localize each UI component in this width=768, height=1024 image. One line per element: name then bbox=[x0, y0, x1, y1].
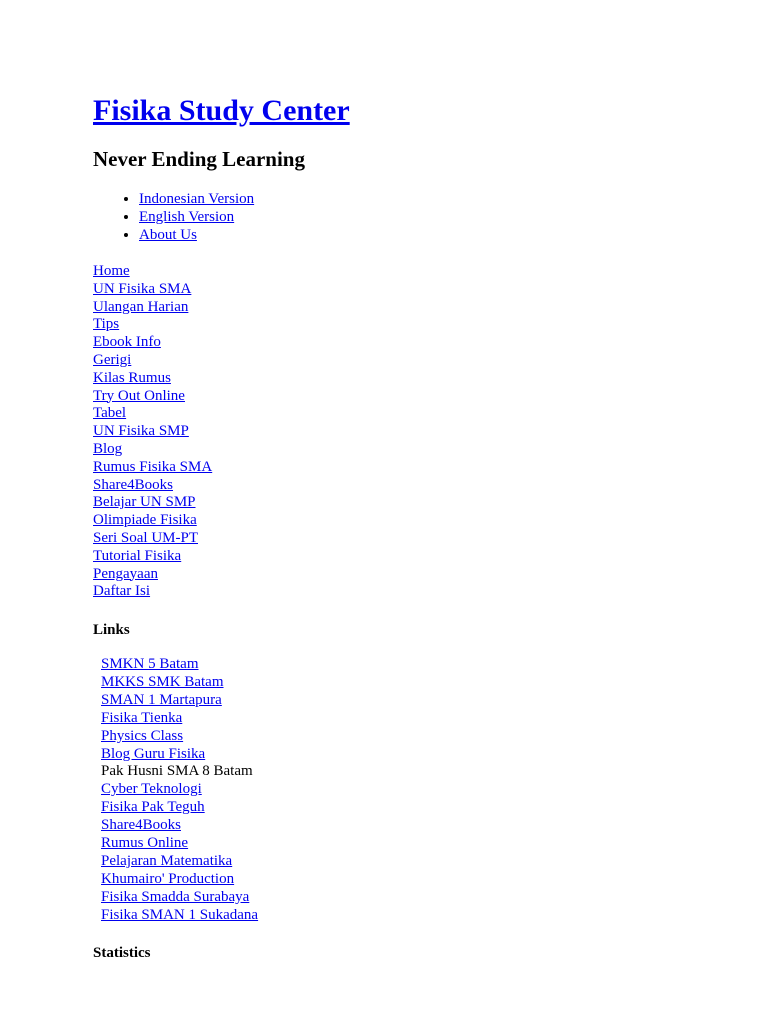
main-nav bbox=[93, 263, 212, 601]
nav-belajar-un-smp[interactable]: Belajar UN SMP bbox=[93, 494, 196, 511]
links-heading: Links bbox=[93, 622, 130, 638]
link-item[interactable]: Physics Class bbox=[101, 727, 184, 744]
nav-tips[interactable]: Tips bbox=[93, 316, 120, 333]
link-item[interactable]: Share4Books bbox=[101, 817, 181, 834]
nav-ebook-info[interactable]: Ebook Info bbox=[93, 334, 161, 351]
nav-blog[interactable]: Blog bbox=[93, 440, 123, 457]
nav-gerigi[interactable]: Gerigi bbox=[93, 351, 132, 368]
link-item[interactable]: Fisika Smadda Surabaya bbox=[101, 888, 250, 905]
nav-olimpiade-fisika[interactable]: Olimpiade Fisika bbox=[93, 512, 197, 529]
nav-un-fisika-sma[interactable]: UN Fisika SMA bbox=[93, 280, 192, 297]
link-item[interactable]: Fisika Pak Teguh bbox=[101, 799, 205, 816]
link-item[interactable]: SMKN 5 Batam bbox=[101, 656, 199, 672]
nav-share4books[interactable]: Share4Books bbox=[93, 476, 173, 493]
link-item[interactable]: Rumus Online bbox=[101, 835, 189, 852]
nav-un-fisika-smp[interactable]: UN Fisika SMP bbox=[93, 423, 189, 440]
english-version-link[interactable]: English Version bbox=[139, 208, 235, 225]
language-menu-item bbox=[139, 227, 254, 245]
link-item[interactable]: Cyber Teknologi bbox=[101, 781, 202, 798]
statistics-heading: Statistics bbox=[93, 945, 151, 961]
site-title-link[interactable]: Fisika Study Center bbox=[93, 94, 350, 127]
nav-try-out-online[interactable]: Try Out Online bbox=[93, 387, 185, 404]
link-item-text: Pak Husni SMA 8 Batam bbox=[101, 763, 253, 780]
nav-home[interactable]: Home bbox=[93, 263, 130, 279]
nav-daftar-isi[interactable]: Daftar Isi bbox=[93, 583, 151, 600]
language-menu bbox=[93, 191, 254, 244]
nav-tabel[interactable]: Tabel bbox=[93, 405, 127, 422]
link-item[interactable]: Pelajaran Matematika bbox=[101, 852, 233, 869]
link-item[interactable]: Khumairo' Production bbox=[101, 870, 235, 887]
indonesian-version-link[interactable]: Indonesian Version bbox=[139, 191, 255, 207]
nav-tutorial-fisika[interactable]: Tutorial Fisika bbox=[93, 547, 182, 564]
links-list bbox=[101, 656, 258, 925]
site-subtitle: Never Ending Learning bbox=[93, 147, 305, 171]
link-item[interactable]: Fisika Tienka bbox=[101, 709, 183, 726]
nav-kilas-rumus[interactable]: Kilas Rumus bbox=[93, 369, 171, 386]
link-item[interactable]: SMAN 1 Martapura bbox=[101, 691, 222, 708]
language-menu-item bbox=[139, 209, 254, 227]
link-item[interactable]: Blog Guru Fisika bbox=[101, 745, 206, 762]
link-item[interactable]: MKKS SMK Batam bbox=[101, 673, 224, 690]
language-menu-item bbox=[139, 191, 254, 209]
nav-pengayaan[interactable]: Pengayaan bbox=[93, 565, 158, 582]
about-us-link[interactable]: About Us bbox=[139, 226, 197, 243]
site-title bbox=[93, 93, 350, 129]
link-item[interactable]: Fisika SMAN 1 Sukadana bbox=[101, 906, 259, 923]
nav-ulangan-harian[interactable]: Ulangan Harian bbox=[93, 298, 189, 315]
nav-rumus-fisika-sma[interactable]: Rumus Fisika SMA bbox=[93, 458, 213, 475]
nav-seri-soal-um-pt[interactable]: Seri Soal UM-PT bbox=[93, 529, 198, 546]
